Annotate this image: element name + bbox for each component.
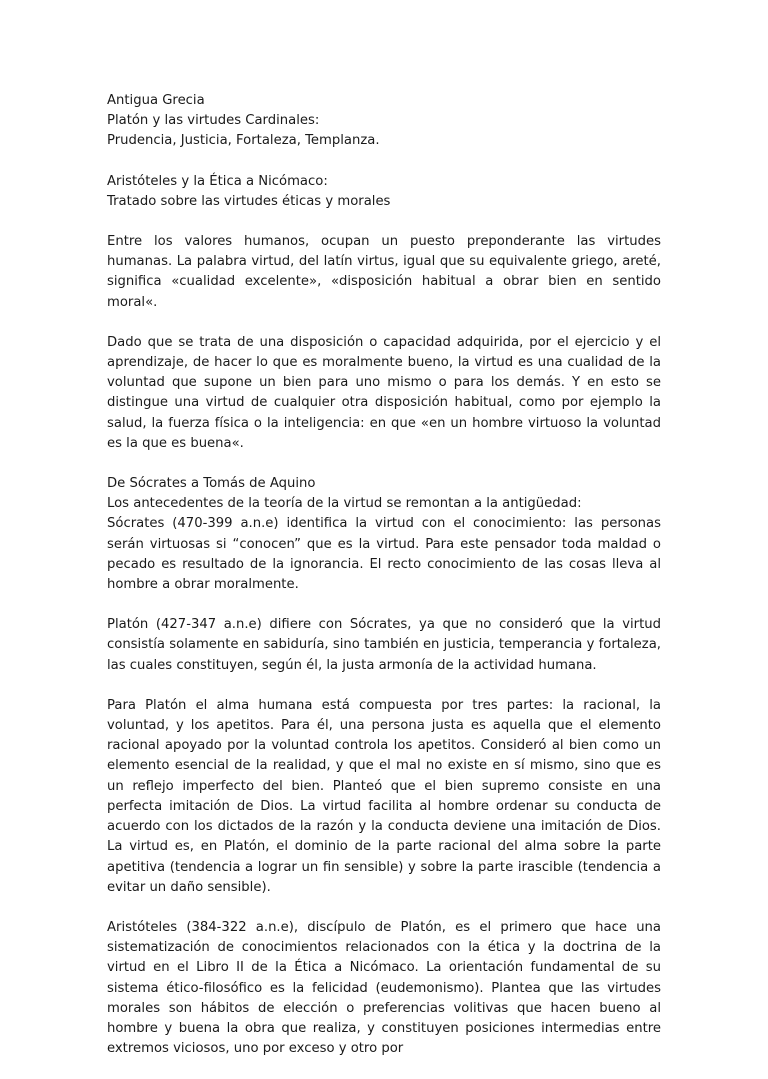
paragraph-socrates: Sócrates (470-399 a.n.e) identifica la virtud con el conocimiento: las personas serán virtuosas si “conocen” que es la virtud. Para este pensador toda maldad o pecado es resultado de la ignorancia. El recto conocimiento de las cosas lleva al hombre a obrar moralmente. [107,516,661,593]
section-title: De Sócrates a Tomás de Aquino [107,476,316,492]
aristotle-heading-line-1: Aristóteles y la Ética a Nicómaco: [107,173,328,189]
paragraph-aristotle: Aristóteles (384-322 a.n.e), discípulo de Platón, es el primero que hace una sistematización de conocimientos relacionados con la ética y la doctrina de la virtud en el Libro II de la Ética a Nicómaco. La orientación fundamental de su sistema ético-filosófico es la felicidad (eudemonismo). Plantea que las virtudes morales son hábitos de elección o preferencias volitivas que hacen bueno al hombre y buena la obra que realiza, y constituyen posiciones intermedias entre extremos viciosos, uno por exceso y otro por [107,919,661,1057]
heading-line-2: Platón y las virtudes Cardinales: [107,113,320,129]
document-body [107,91,661,1079]
heading-line-3: Prudencia, Justicia, Fortaleza, Templanza. [107,133,380,149]
paragraph-plato-differs: Platón (427-347 a.n.e) difiere con Sócrates, ya que no consideró que la virtud consistía solamente en sabiduría, sino también en justicia, temperancia y fortaleza, las cuales constituyen, según él, la justa armonía de la actividad humana. [107,617,661,673]
section-socrates-aquinas [107,474,661,595]
heading-block [107,91,661,152]
paragraph-virtue-definition: Dado que se trata de una disposición o capacidad adquirida, por el ejercicio y el aprendizaje, de hacer lo que es moralmente bueno, la virtud es una cualidad de la voluntad que supone un bien para uno mismo o para los demás. Y en esto se distingue una virtud de cualquier otra disposición habitual, como por ejemplo la salud, la fuerza física o la inteligencia: en que «en un hombre virtuoso la voluntad es la que es buena«. [107,334,661,451]
paragraph-plato-soul: Para Platón el alma humana está compuesta por tres partes: la racional, la voluntad, y los apetitos. Para él, una persona justa es aquella que el elemento racional apoyado por la voluntad controla los apetitos. Consideró al bien como un elemento esencial de la realidad, y que el mal no existe en sí mismo, sino que es un reflejo imperfecto del bien. Planteó que el bien supremo consiste en una perfecta imitación de Dios. La virtud facilita al hombre ordenar su conducta de acuerdo con los dictados de la razón y la conducta deviene una imitación de Dios. La virtud es, en Platón, el dominio de la parte racional del alma sobre la parte apetitiva (tendencia a lograr un fin sensible) y sobre la parte irascible (tendencia a evitar un daño sensible). [107,697,661,895]
aristotle-heading-block [107,172,661,212]
paragraph-virtues-intro: Entre los valores humanos, ocupan un puesto preponderante las virtudes humanas. La palabra virtud, del latín virtus, igual que su equivalente griego, areté, significa «cualidad excelente», «disposición habitual a obrar bien en sentido moral«. [107,234,661,310]
heading-line-1: Antigua Grecia [107,93,205,108]
section-intro: Los antecedentes de la teoría de la virtud se remontan a la antigüedad: [107,496,582,512]
aristotle-heading-line-2: Tratado sobre las virtudes éticas y morales [107,193,391,209]
